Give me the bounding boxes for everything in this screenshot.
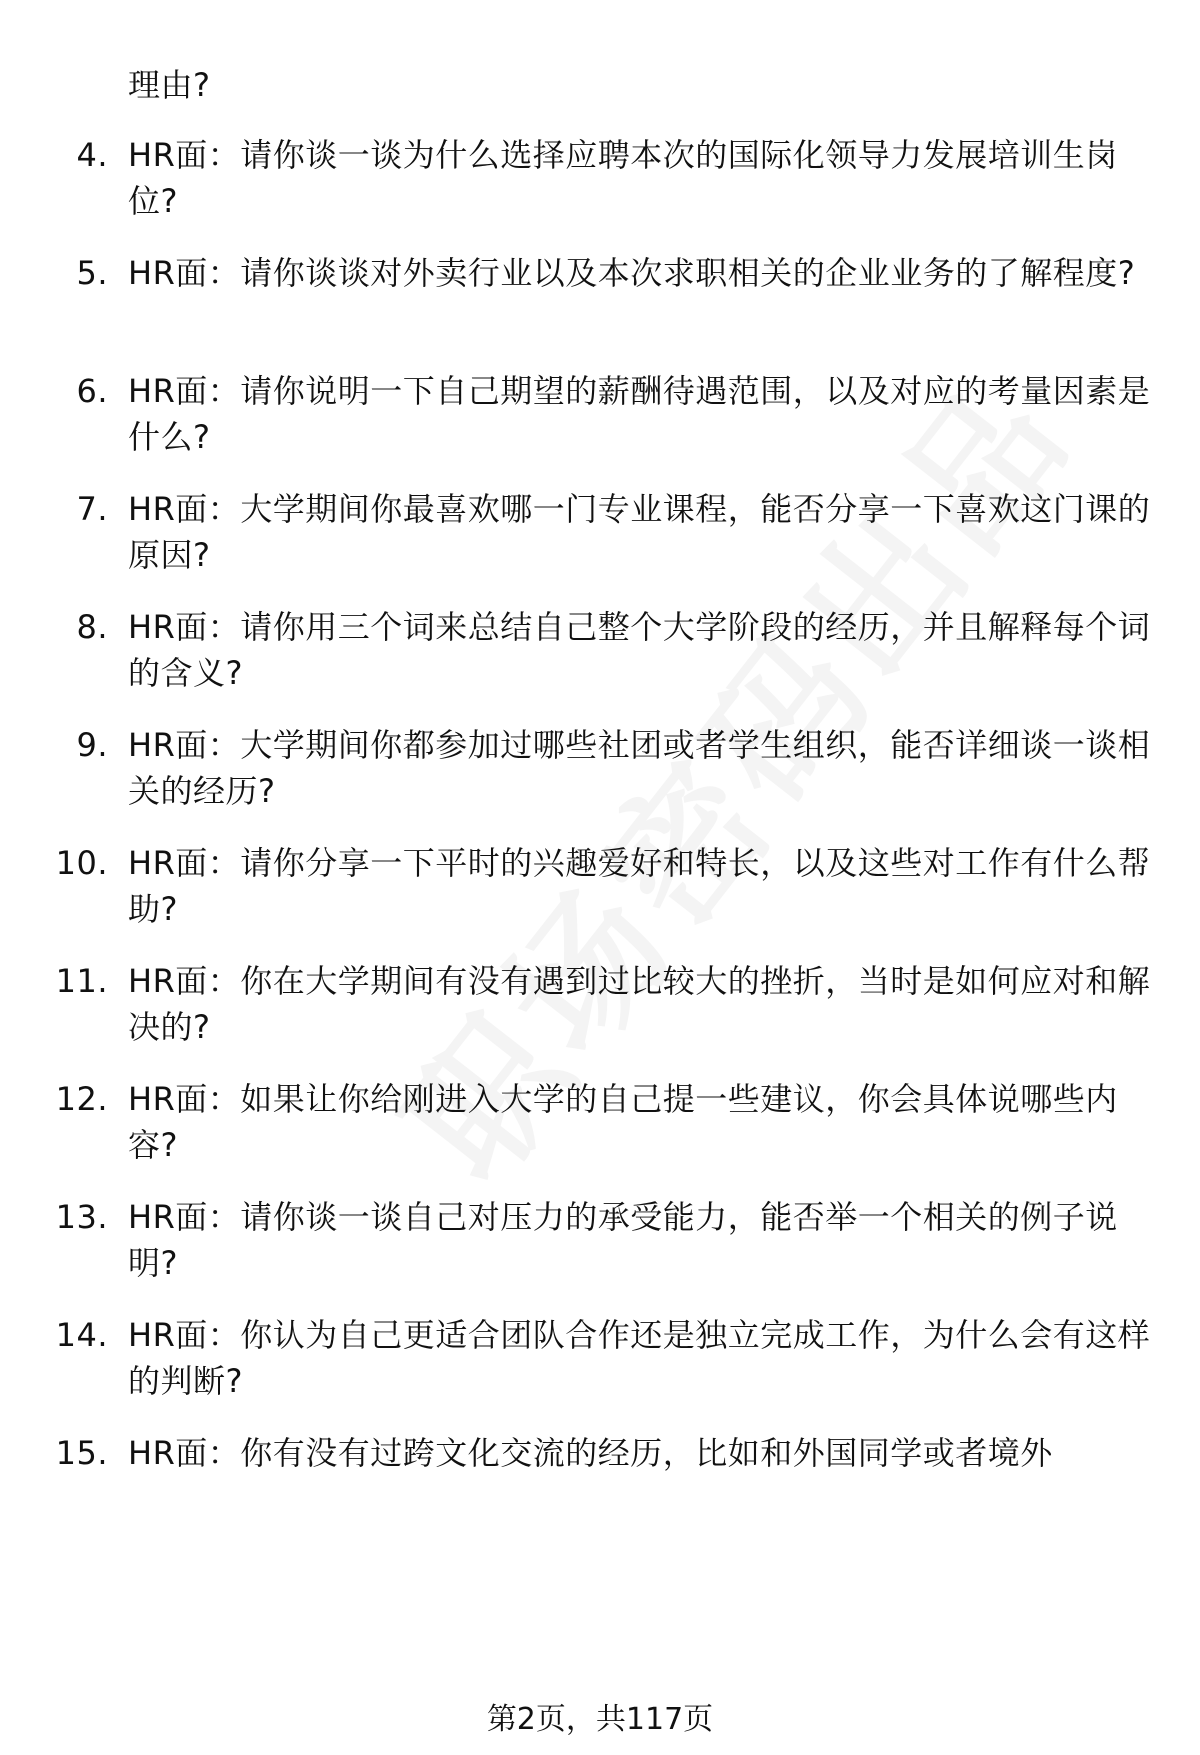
question-text: HR面：请你谈一谈自己对压力的承受能力，能否举一个相关的例子说明? — [128, 1198, 1118, 1282]
page-footer: 第2页，共117页 — [486, 1702, 714, 1737]
question-number: 5. — [76, 254, 108, 292]
question-text: HR面：你有没有过跨文化交流的经历，比如和外国同学或者境外 — [128, 1434, 1053, 1472]
question-text: HR面：你认为自己更适合团队合作还是独立完成工作，为什么会有这样的判断? — [128, 1316, 1151, 1400]
question-text: HR面：大学期间你都参加过哪些社团或者学生组织，能否详细谈一谈相关的经历? — [128, 726, 1151, 810]
question-number: 6. — [76, 372, 108, 410]
question-number: 8. — [76, 608, 108, 646]
question-number: 11. — [55, 962, 108, 1000]
question-text: HR面：如果让你给刚进入大学的自己提一些建议，你会具体说哪些内容? — [128, 1080, 1118, 1164]
question-text: HR面：你在大学期间有没有遇到过比较大的挫折，当时是如何应对和解决的? — [128, 962, 1151, 1046]
question-number: 14. — [55, 1316, 108, 1354]
question-text: HR面：请你谈一谈为什么选择应聘本次的国际化领导力发展培训生岗位? — [128, 136, 1118, 220]
question-number: 4. — [76, 136, 108, 174]
question-number: 15. — [55, 1434, 108, 1472]
question-number: 12. — [55, 1080, 108, 1118]
question-number: 13. — [55, 1198, 108, 1236]
question-number: 10. — [55, 844, 108, 882]
question-continuation: 理由? — [128, 66, 211, 104]
question-number: 7. — [76, 490, 108, 528]
question-number: 9. — [76, 726, 108, 764]
question-text: HR面：大学期间你最喜欢哪一门专业课程，能否分享一下喜欢这门课的原因? — [128, 490, 1151, 574]
question-text: HR面：请你分享一下平时的兴趣爱好和特长，以及这些对工作有什么帮助? — [128, 844, 1151, 928]
question-text: HR面：请你用三个词来总结自己整个大学阶段的经历，并且解释每个词的含义? — [128, 608, 1151, 692]
question-text: HR面：请你说明一下自己期望的薪酬待遇范围，以及对应的考量因素是什么? — [128, 372, 1151, 456]
question-text: HR面：请你谈谈对外卖行业以及本次求职相关的企业业务的了解程度? — [128, 254, 1136, 292]
